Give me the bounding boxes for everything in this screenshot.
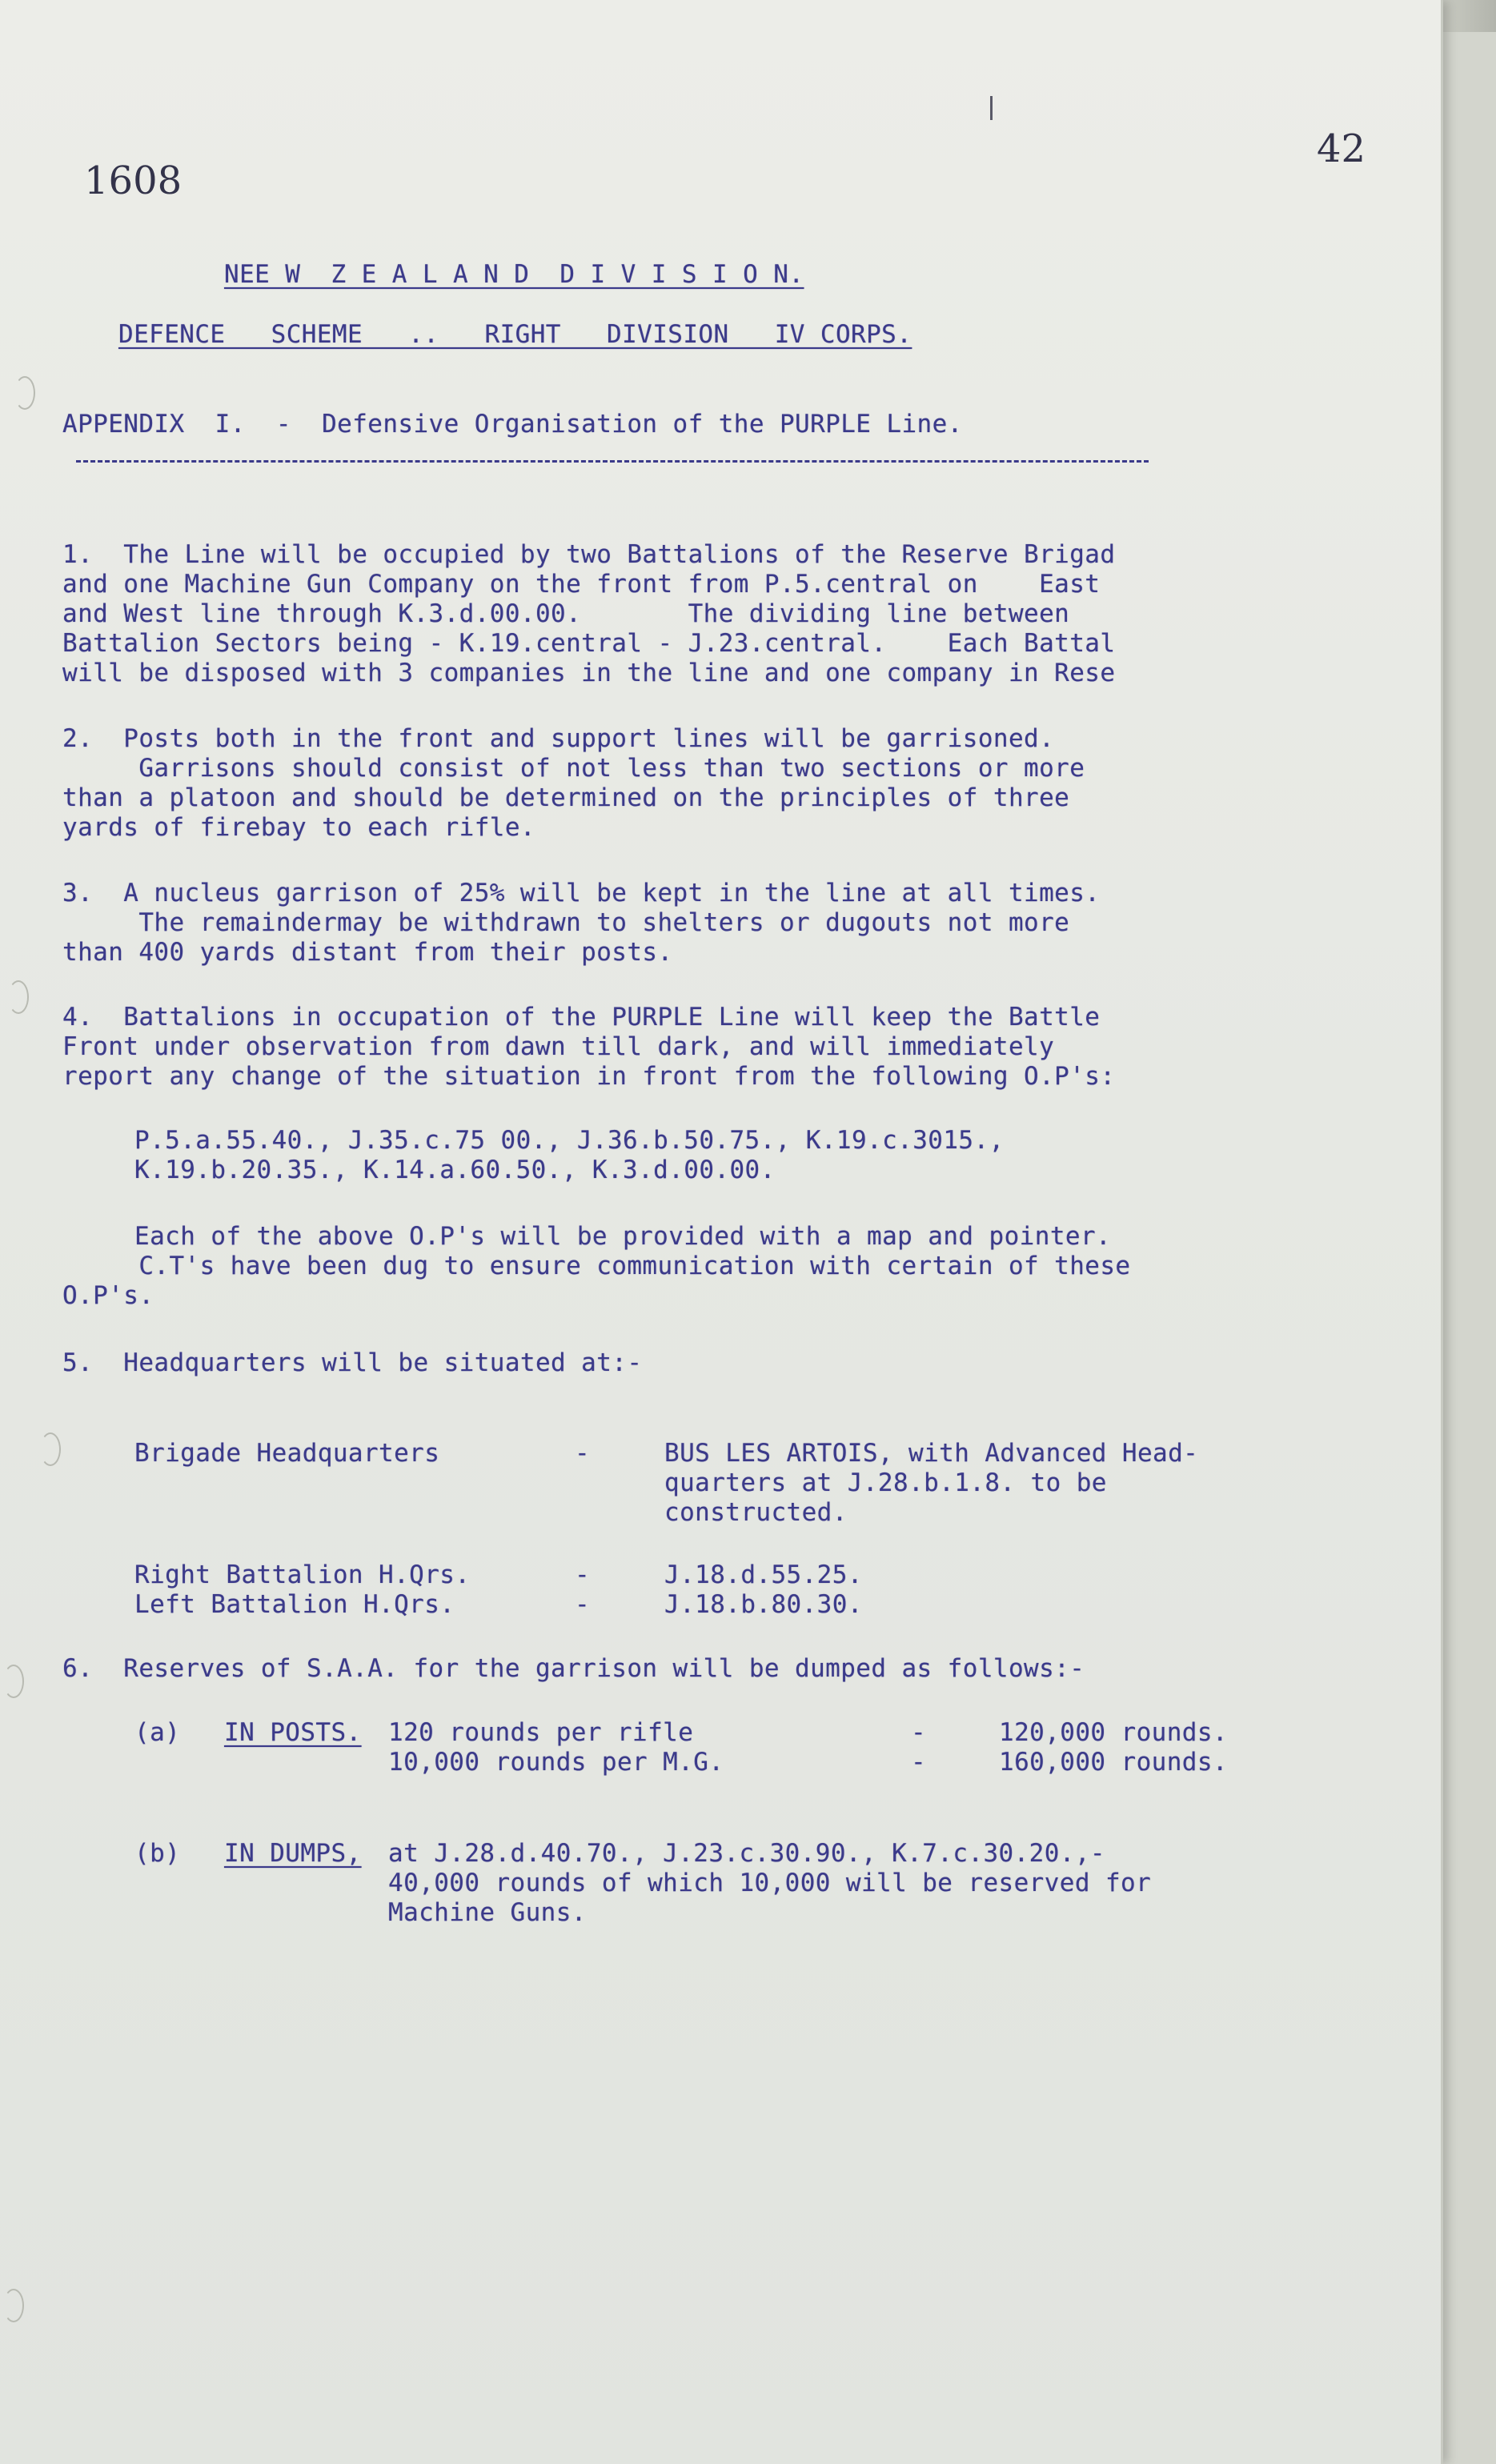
dumps-line-3: Machine Guns. (388, 1898, 587, 1927)
folio-number: 42 (1317, 126, 1366, 171)
right-battalion-dash: - (575, 1561, 591, 1589)
posts-line-1-total: 120,000 rounds. (999, 1718, 1228, 1747)
posts-line-2-text: 10,000 rounds per M.G. (388, 1748, 724, 1777)
posts-line-1-text: 120 rounds per rifle (388, 1718, 694, 1747)
para-3-line-2: The remaindermay be withdrawn to shelters or dugouts not more (62, 908, 1070, 937)
dumps-marker: (b) (134, 1839, 181, 1868)
posts-marker: (a) (134, 1718, 181, 1747)
brigade-hq-dash: - (575, 1439, 591, 1468)
para-1-line-2: and one Machine Gun Company on the front from P.5.central on East (62, 570, 1101, 599)
para-4b-line-2: C.T's have been dug to ensure communication with certain of these (62, 1252, 1131, 1280)
para-2-line-3: than a platoon and should be determined on the principles of three (62, 783, 1070, 812)
division-title: NEE W Z E A L A N D D I V I S I O N. (224, 260, 804, 289)
left-battalion-dash: - (575, 1590, 591, 1619)
punch-hole (14, 376, 35, 410)
dumps-line-2: 40,000 rounds of which 10,000 will be reserved for (388, 1869, 1152, 1897)
para-2-line-4: yards of firebay to each rifle. (62, 813, 535, 842)
right-battalion-value: J.18.d.55.25. (664, 1561, 863, 1589)
para-1-line-3: and West line through K.3.d.00.00. The dividing line between (62, 599, 1070, 628)
para-1-line-5: will be disposed with 3 companies in the line and one company in Rese (62, 659, 1116, 687)
brigade-hq-value-2: quarters at J.28.b.1.8. to be (664, 1468, 1107, 1497)
left-battalion-label: Left Battalion H.Qrs. (134, 1590, 455, 1619)
para-4-line-2: Front under observation from dawn till dark, and will immediately (62, 1032, 1055, 1061)
para-6: 6. Reserves of S.A.A. for the garrison will be dumped as follows:- (62, 1654, 1085, 1683)
brigade-hq-label: Brigade Headquarters (134, 1439, 440, 1468)
brigade-hq-value-3: constructed. (664, 1498, 848, 1527)
op-list-line-2: K.19.b.20.35., K.14.a.60.50., K.3.d.00.00. (134, 1156, 776, 1184)
dumps-line-1: at J.28.d.40.70., J.23.c.30.90., K.7.c.30.20.,- (388, 1839, 1105, 1868)
para-3-line-1: 3. A nucleus garrison of 25% will be kept in the line at all times. (62, 879, 1101, 907)
posts-line-2-dash: - (911, 1748, 927, 1777)
posts-label: IN POSTS. (224, 1718, 362, 1747)
scheme-subtitle: DEFENCE SCHEME .. RIGHT DIVISION IV CORPS. (118, 320, 912, 349)
para-2-line-2: Garrisons should consist of not less than two sections or more (62, 754, 1085, 783)
para-4-line-3: report any change of the situation in front from the following O.P's: (62, 1062, 1116, 1091)
op-list-line-1: P.5.a.55.40., J.35.c.75 00., J.36.b.50.75., K.19.c.3015., (134, 1126, 1005, 1155)
para-5: 5. Headquarters will be situated at:- (62, 1348, 643, 1377)
punch-hole (3, 1665, 24, 1698)
para-4b-line-3: O.P's. (62, 1281, 154, 1310)
file-number: 1608 (84, 158, 182, 203)
punch-hole (3, 2289, 24, 2322)
para-1-line-1: 1. The Line will be occupied by two Battalions of the Reserve Brigad (62, 540, 1116, 569)
para-2-line-1: 2. Posts both in the front and support lines will be garrisoned. (62, 724, 1055, 753)
punch-hole (8, 980, 29, 1014)
left-battalion-value: J.18.b.80.30. (664, 1590, 863, 1619)
para-4-line-1: 4. Battalions in occupation of the PURPLE Line will keep the Battle (62, 1003, 1101, 1032)
posts-line-2-total: 160,000 rounds. (999, 1748, 1228, 1777)
para-4b-line-1: Each of the above O.P's will be provided with a map and pointer. (134, 1222, 1112, 1251)
posts-line-1-dash: - (911, 1718, 927, 1747)
heading-rule (76, 460, 1149, 463)
margin-tick (990, 96, 993, 120)
para-3-line-3: than 400 yards distant from their posts. (62, 938, 673, 967)
right-battalion-label: Right Battalion H.Qrs. (134, 1561, 471, 1589)
punch-hole (40, 1432, 61, 1466)
para-1-line-4: Battalion Sectors being - K.19.central - J.23.central. Each Battal (62, 629, 1116, 658)
brigade-hq-value-1: BUS LES ARTOIS, with Advanced Head- (664, 1439, 1199, 1468)
appendix-heading: APPENDIX I. - Defensive Organisation of the PURPLE Line. (62, 410, 963, 439)
dumps-label: IN DUMPS, (224, 1839, 362, 1868)
